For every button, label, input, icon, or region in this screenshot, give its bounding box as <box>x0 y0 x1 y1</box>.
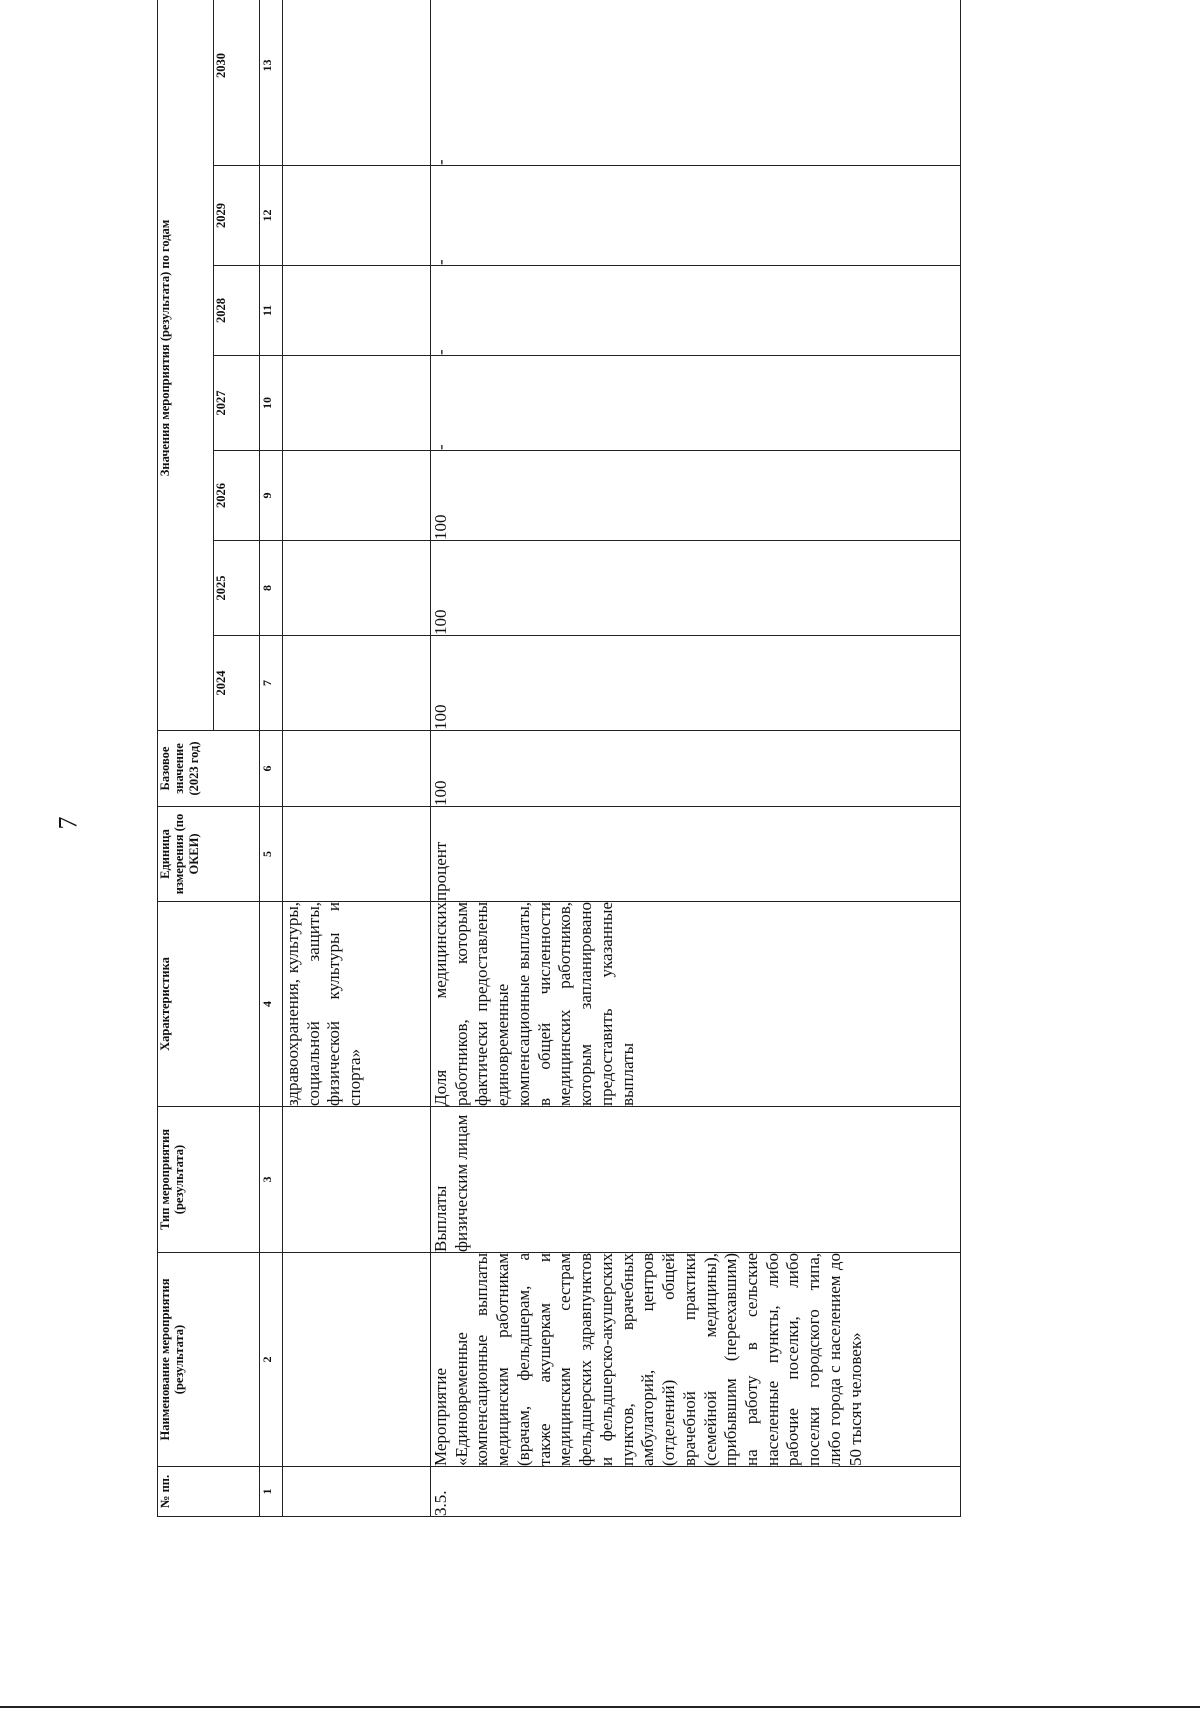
measure-name <box>283 1253 431 1467</box>
column-number: 3 <box>260 1107 283 1253</box>
year-value <box>283 0 431 166</box>
year-value: - <box>431 356 961 451</box>
bottom-border-line <box>0 1706 1200 1708</box>
column-number: 1 <box>260 1467 283 1517</box>
measure-name: Мероприятие «Единовременные компенсационные выплаты медицинским работникам (врачам, фельдшерам, а также акушеркам и медицинским сестрам фельдшерских здравпунктов и фельдшерско-акушерских пунктов, врачебных амбулаторий, центров (отделений) общей врачебной практики (семейной медицины), прибывшим (переехавшим) на работу в сельские населенные пункты, либо рабочие поселки, либо поселки городского типа, либо города с населением до 50 тысяч человек» <box>431 1253 961 1467</box>
measures-table <box>157 0 961 1517</box>
column-number: 6 <box>260 731 283 807</box>
column-number: 11 <box>260 266 283 356</box>
column-number: 5 <box>260 807 283 902</box>
header-no: № пп. <box>158 1467 260 1517</box>
year-value: - <box>431 266 961 356</box>
year-value <box>283 541 431 636</box>
column-number-row <box>260 0 283 1517</box>
measure-unit: процент <box>431 807 961 902</box>
header-year: 2029 <box>214 166 260 266</box>
column-number: 8 <box>260 541 283 636</box>
column-number: 9 <box>260 451 283 541</box>
year-value: 100 <box>431 636 961 731</box>
column-number: 12 <box>260 166 283 266</box>
table-row <box>283 0 431 1517</box>
year-value: 100 <box>431 541 961 636</box>
header-year: 2030 <box>214 0 260 166</box>
year-value: - <box>431 166 961 266</box>
column-number: 10 <box>260 356 283 451</box>
rotated-table-container <box>157 52 961 1517</box>
column-number: 4 <box>260 902 283 1107</box>
year-value <box>283 356 431 451</box>
page-number: 7 <box>53 816 83 830</box>
row-number: 3.5. <box>431 1467 961 1517</box>
table-row <box>431 0 961 1517</box>
column-number: 7 <box>260 636 283 731</box>
year-value <box>283 266 431 356</box>
header-year: 2025 <box>214 541 260 636</box>
header-name: Наименование мероприятия (результата) <box>158 1253 260 1467</box>
header-year: 2027 <box>214 356 260 451</box>
year-value: 100 <box>431 451 961 541</box>
header-characteristic: Характеристика <box>158 902 260 1107</box>
year-value: - <box>431 0 961 166</box>
measure-characteristic: Доля медицинских работников, которым фактически предоставлены единовременные компенсационные выплаты, в общей численности медицинских работников, которым запланировано предоставить указанные выплаты <box>431 902 961 1107</box>
header-type: Тип мероприятия (результата) <box>158 1107 260 1253</box>
header-year: 2026 <box>214 451 260 541</box>
header-unit: Единица измерения (по ОКЕИ) <box>158 807 260 902</box>
base-value: 100 <box>431 731 961 807</box>
header-values-by-year: Значения мероприятия (результата) по годам <box>158 0 214 731</box>
year-value <box>283 166 431 266</box>
row-number <box>283 1467 431 1517</box>
measure-unit <box>283 807 431 902</box>
year-value <box>283 451 431 541</box>
year-value <box>283 636 431 731</box>
header-year: 2028 <box>214 266 260 356</box>
measure-type <box>283 1107 431 1253</box>
column-number: 13 <box>260 0 283 166</box>
base-value <box>283 731 431 807</box>
measure-characteristic: здравоохранения, культуры, социальной защиты, физической культуры и спорта» <box>283 902 431 1107</box>
header-base-value: Базовое значение (2023 год) <box>158 731 260 807</box>
measure-type: Выплаты физическим лицам <box>431 1107 961 1253</box>
header-year: 2024 <box>214 636 260 731</box>
column-number: 2 <box>260 1253 283 1467</box>
